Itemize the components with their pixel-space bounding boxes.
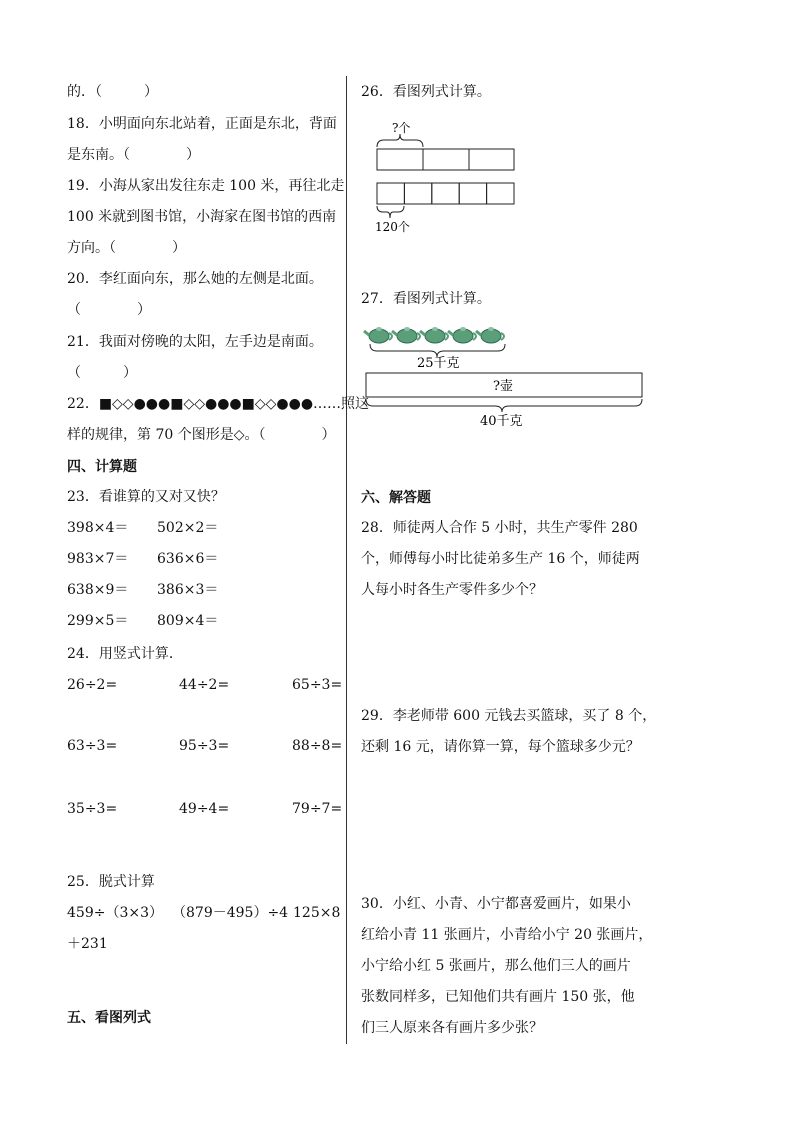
q23-item: 983×7＝ [67,551,129,567]
q25-item: （879－495）÷4 [172,905,289,921]
q25-item-continued: ＋231 [67,936,108,952]
q28-line2: 个，师傅每小时比徒弟多生产 16 个，师徒两 [361,551,640,567]
q24-item: 63÷3= [67,738,118,754]
q26-bar-diagram [370,118,520,238]
q29-line1: 29．李老师带 600 元钱去买篮球，买了 8 个， [361,708,657,724]
q25-item: 125×8 [293,905,341,921]
section-4-heading: 四、计算题 [67,459,137,475]
q25-item: 459÷（3×3） [67,905,163,921]
q24-item: 35÷3= [67,801,118,817]
q23-item: 398×4＝ [67,520,129,536]
q20-line2: （ ） [67,302,151,318]
q22-line2: 样的规律，第 70 个图形是◇。（ ） [67,427,336,443]
teapot-icon [476,327,504,343]
q26-bottom-brace [377,206,404,218]
q26-top-segment [423,149,469,170]
q24-item: 95÷3= [179,738,230,754]
q23-item: 502×2＝ [157,520,219,536]
q26-bottom-segment [404,183,431,204]
q24-item: 44÷2= [179,677,230,693]
q22-line1: 22．■◇◇●●●■◇◇●●●■◇◇●●●……照这 [67,396,370,412]
q30-line4: 张数同样多，已知他们共有画片 150 张，他 [361,989,635,1005]
q26-top-label: ?个 [392,121,411,135]
q27-top-label: 25千克 [417,356,460,371]
q26-top-brace [377,134,423,147]
q26-bottom-segment [432,183,459,204]
q21-line2: （ ） [67,365,137,381]
q26-bottom-label: 120个 [375,220,410,234]
teapot-icon [420,327,448,343]
q28-line1: 28．师徒两人合作 5 小时，共生产零件 280 [361,520,638,536]
q24-item: 88÷8= [292,738,343,754]
section-6-heading: 六、解答题 [361,490,431,506]
q19-line3: 方向。（ ） [67,240,186,256]
q24-title: 24．用竖式计算． [67,646,183,662]
teapot-icon [364,327,392,343]
teapot-icon [448,327,476,343]
q26-title: 26．看图列式计算。 [361,84,491,100]
q19-line1: 19．小海从家出发往东走 100 米，再往北走 [67,178,345,194]
q25-title: 25．脱式计算 [67,874,155,890]
q19-line2: 100 米就到图书馆，小海家在图书馆的西南 [67,209,337,225]
q26-bottom-segment [459,183,486,204]
q30-line5: 们三人原来各有画片多少张？ [361,1020,543,1036]
q29-line2: 还剩 16 元，请你算一算，每个篮球多少元？ [361,739,640,755]
q26-bottom-segment [377,183,404,204]
q27-bottom-brace [366,399,642,412]
teapot-icon [392,327,420,343]
q30-line1: 30．小红、小青、小宁都喜爱画片，如果小 [361,896,631,912]
teapot-row [364,327,504,343]
q23-item: 638×9＝ [67,582,129,598]
q28-line3: 人每小时各生产零件多少个？ [361,582,543,598]
q17-tail: 的．（ ） [67,84,158,100]
q27-box-label: ?壶 [493,379,513,394]
q27-bottom-label: 40千克 [480,414,523,429]
q23-item: 809×4＝ [157,613,219,629]
q26-bottom-segment [487,183,514,204]
q18-line1: 18．小明面向东北站着，正面是东北，背面 [67,116,337,132]
q27-title: 27．看图列式计算。 [361,291,491,307]
q26-top-segment [377,149,423,170]
q23-title: 23．看谁算的又对又快？ [67,489,225,505]
column-divider [346,76,347,1044]
q27-bar-diagram [362,322,646,432]
q23-item: 299×5＝ [67,613,129,629]
q18-line2: 是东南。（ ） [67,147,200,163]
q30-line2: 红给小青 11 张画片，小青给小宁 20 张画片， [361,927,653,943]
q21-line1: 21．我面对傍晚的太阳，左手边是南面。 [67,334,323,350]
q26-top-segment [469,149,514,170]
q24-item: 26÷2= [67,677,118,693]
q30-line3: 小宁给小红 5 张画片，那么他们三人的画片 [361,958,631,974]
q24-item: 65÷3= [292,677,343,693]
q24-item: 79÷7= [292,801,343,817]
q20-line1: 20．李红面向东，那么她的左侧是北面。 [67,271,323,287]
section-5-heading: 五、看图列式 [67,1010,151,1026]
q23-item: 386×3＝ [157,582,219,598]
q24-item: 49÷4= [179,801,230,817]
q23-item: 636×6＝ [157,551,219,567]
